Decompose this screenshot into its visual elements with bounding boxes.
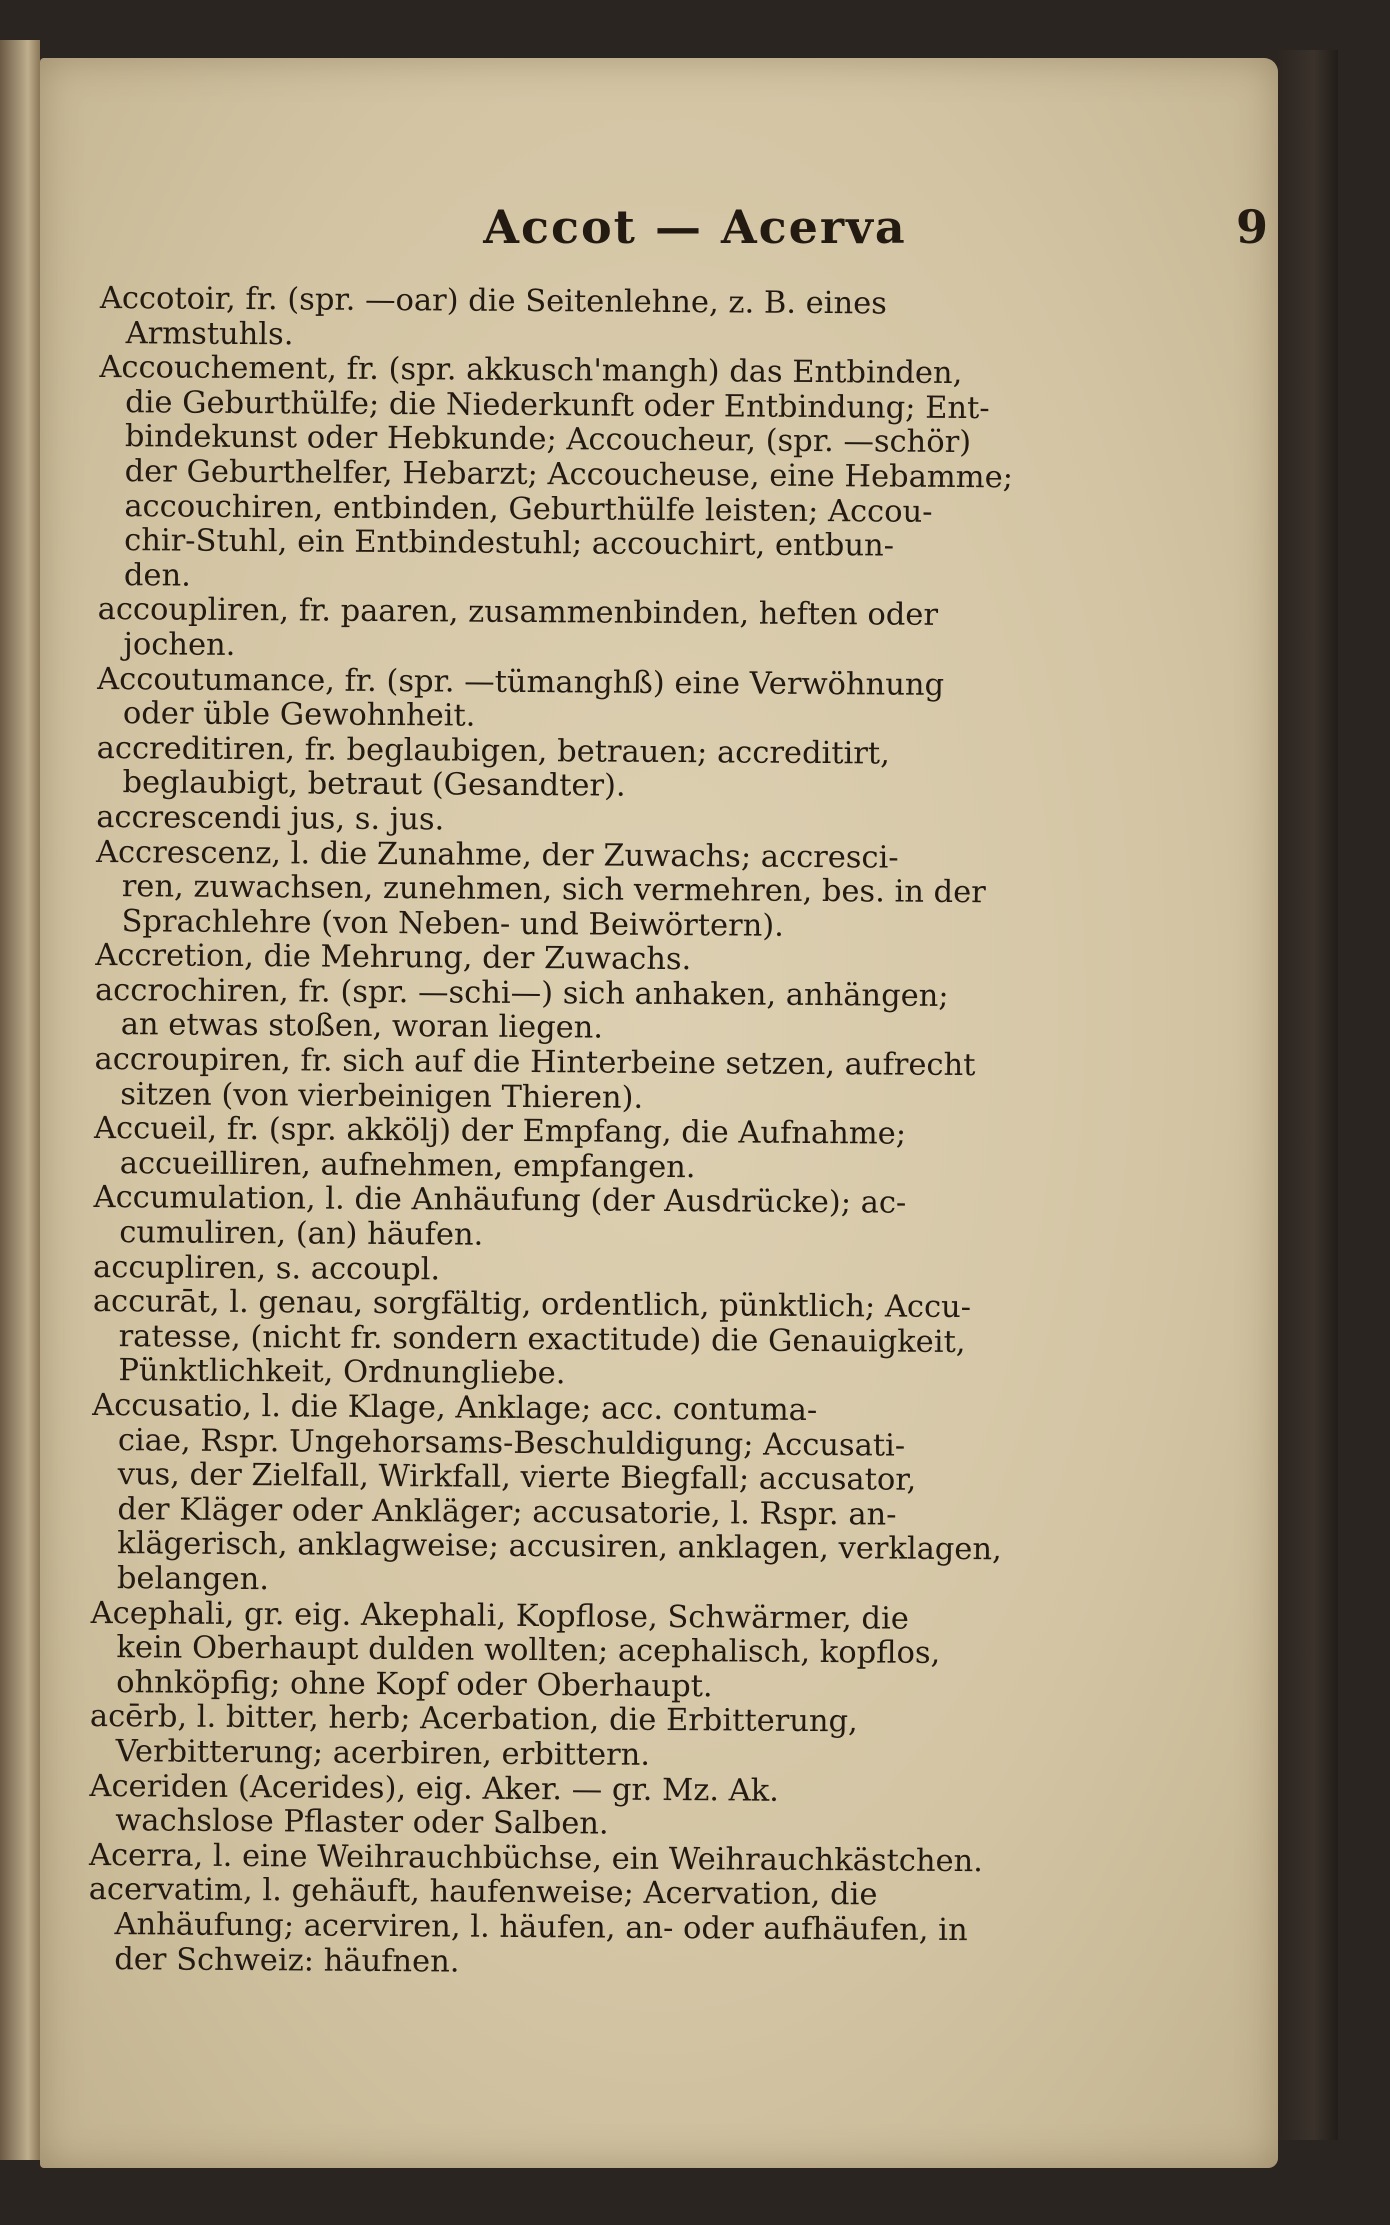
entry-headline: Acerra, l. eine Weihrauchbüchse, ein Weihrauchkästchen. <box>88 1837 984 1879</box>
dictionary-entry <box>100 282 1080 358</box>
entry-headline: acērb, l. bitter, herb; Acerbation, die Erbitterung, <box>89 1699 858 1740</box>
dictionary-entry <box>98 351 1080 600</box>
entry-continuation-line: accouchiren, entbinden, Geburthülfe leisten; Accou- <box>124 488 933 530</box>
entry-continuation-line: jochen. <box>123 627 236 663</box>
entry-headline: Accusatio, l. die Klage, Anklage; acc. contuma- <box>92 1387 818 1429</box>
dictionary-entry <box>93 1181 1073 1257</box>
entry-continuation-line: ratesse, (nicht fr. sondern exactitude) die Genauigkeit, <box>118 1318 966 1360</box>
entry-headline: Accouchement, fr. (spr. akkusch'mangh) das Entbinden, <box>99 350 963 392</box>
entry-continuation-line: Anhäufung; acerviren, l. häufen, an- oder aufhäufen, in <box>114 1907 968 1949</box>
entry-headline: accurāt, l. genau, sorgfältig, ordentlich, pünktlich; Accu- <box>92 1284 972 1326</box>
entry-continuation-line: ohnköpfig; ohne Kopf oder Oberhaupt. <box>116 1664 713 1705</box>
entry-headline: Accoutumance, fr. (spr. —tümanghß) eine Verwöhnung <box>97 661 945 703</box>
entry-continuation-line: den. <box>123 557 191 594</box>
entry-continuation-line: kein Oberhaupt dulden wollten; acephalisch, kopflos, <box>116 1630 941 1672</box>
dictionary-entry <box>94 1112 1074 1188</box>
entry-continuation-line: cumuliren, (an) häufen. <box>119 1215 484 1253</box>
running-title: Accot — Acerva <box>483 200 907 254</box>
dictionary-entry <box>95 974 1075 1050</box>
entry-continuation-line: klägerisch, anklagweise; accusiren, anklagen, verklagen, <box>117 1526 1002 1568</box>
entry-continuation-line: belangen. <box>116 1561 270 1598</box>
dictionary-entry <box>97 593 1077 669</box>
entry-headline: Accumulation, l. die Anhäufung (der Ausdrücke); ac- <box>93 1180 907 1222</box>
entry-continuation-line: an etwas stoßen, woran liegen. <box>120 1007 604 1046</box>
entry-continuation-line: der Kläger oder Ankläger; accusatorie, l. Rspr. an- <box>117 1491 897 1533</box>
dictionary-entry <box>89 1769 1069 1845</box>
entry-headline: Accueil, fr. (spr. akkölj) der Empfang, die Aufnahme; <box>93 1111 907 1152</box>
entry-continuation-line: Sprachlehre (von Neben- und Beiwörtern). <box>121 903 785 944</box>
entry-headline: accrochiren, fr. (spr. —schi—) sich anhaken, anhängen; <box>94 972 949 1014</box>
entry-headline: accupliren, s. accoupl. <box>93 1249 441 1288</box>
entry-headline: Aceriden (Acerides), eig. Aker. — gr. Mz. Ak. <box>89 1768 780 1809</box>
dictionary-entry <box>90 1700 1070 1776</box>
dictionary-entry <box>97 663 1077 739</box>
entry-continuation-line: vus, der Zielfall, Wirkfall, vierte Biegfall; accusator, <box>117 1457 917 1498</box>
entry-continuation-line: wachslose Pflaster oder Salben. <box>115 1803 609 1842</box>
entry-headline: accroupiren, fr. sich auf die Hinterbeine setzen, aufrecht <box>94 1042 976 1084</box>
page-number: 9 <box>1235 200 1270 254</box>
dictionary-entry <box>94 1043 1074 1119</box>
entry-headline: Acephali, gr. eig. Akephali, Kopflose, Schwärmer, die <box>90 1595 909 1637</box>
entry-continuation-line: ciae, Rspr. Ungehorsams-Beschuldigung; Accusati- <box>117 1422 906 1464</box>
dictionary-entry <box>90 1597 1071 1708</box>
entry-headline: acervatim, l. gehäuft, haufenweise; Acervation, die <box>88 1872 878 1913</box>
dictionary-entry <box>91 1389 1072 1603</box>
entry-headline: Accotoir, fr. (spr. —oar) die Seitenlehne, z. B. eines <box>99 281 887 322</box>
entry-continuation-line: Armstuhls. <box>125 315 294 352</box>
entry-continuation-line: accueilliren, aufnehmen, empfangen. <box>119 1146 696 1186</box>
dictionary-entries <box>88 282 1080 1984</box>
dictionary-entry <box>92 1285 1073 1396</box>
entry-continuation-line: beglaubigt, betraut (Gesandter). <box>122 765 626 804</box>
entry-continuation-line: Verbitterung; acerbiren, erbittern. <box>115 1734 651 1773</box>
entry-continuation-line: ren, zuwachsen, zunehmen, sich vermehren, bes. in der <box>121 869 986 911</box>
entry-headline: accoupliren, fr. paaren, zusammenbinden, heften oder <box>97 592 939 634</box>
entry-continuation-line: oder üble Gewohnheit. <box>122 696 476 734</box>
entry-continuation-line: der Schweiz: häufnen. <box>114 1941 460 1980</box>
entry-headline: accrescendi jus, s. jus. <box>96 799 445 838</box>
entry-headline: accreditiren, fr. beglaubigen, betrauen; accreditirt, <box>96 730 890 772</box>
dictionary-entry <box>95 835 1076 946</box>
entry-continuation-line: sitzen (von vierbeinigen Thieren). <box>120 1076 644 1116</box>
entry-continuation-line: der Geburthelfer, Hebarzt; Accoucheuse, eine Hebamme; <box>124 454 1014 496</box>
entry-continuation-line: Pünktlichkeit, Ordnungliebe. <box>118 1353 566 1392</box>
dictionary-entry <box>88 1873 1069 1984</box>
entry-headline: Accrescenz, l. die Zunahme, der Zuwachs; accresci- <box>95 834 899 876</box>
dictionary-entry <box>96 732 1076 808</box>
entry-continuation-line: bindekunst oder Hebkunde; Accoucheur, (spr. —schör) <box>124 419 972 461</box>
entry-continuation-line: die Geburthülfe; die Niederkunft oder Entbindung; Ent- <box>125 384 990 426</box>
book-cover-edge <box>1278 50 1338 2140</box>
facing-page-edge <box>0 40 40 2160</box>
entry-headline: Accretion, die Mehrung, der Zuwachs. <box>95 938 692 978</box>
entry-continuation-line: chir-Stuhl, ein Entbindestuhl; accouchirt, entbun- <box>124 523 895 564</box>
